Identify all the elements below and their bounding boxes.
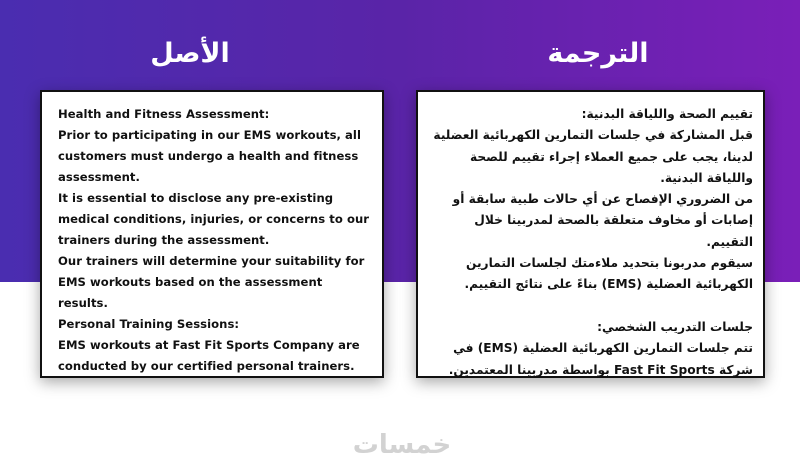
heading-translation: الترجمة xyxy=(547,38,649,69)
original-text: Health and Fitness Assessment: Prior to participating in our EMS workouts, all customers must undergo a health and fitness assessment. It is essential to disclose any pre-existing medical conditions, injuries, or concerns to our trainers during the assessment. Our trainers will determine your suitability for EMS workouts based on the assessment results. Personal Training Sessions: EMS workouts at Fast Fit Sports Company are conducted by our certified personal trainers. xyxy=(58,107,370,373)
original-text-panel xyxy=(40,90,384,378)
translation-text: تقييم الصحة واللياقة البدنية: قبل المشاركة في جلسات التمارين الكهربائية العضلية لدينا، يجب على جميع العملاء إجراء تقييم للصحة واللياقة البدنية. من الضروري الإفصاح عن أي حالات طبية سابقة أو إصابات أو مخاوف متعلقة بالصحة لمدربينا خلال التقييم. سيقوم مدربونا بتحديد ملاءمتك لجلسات التمارين الكهربائية العضلية (EMS) بناءً على نتائج التقييم. جلسات التدريب الشخصي: تتم جلسات التمارين الكهربائية العضلية (EMS) في شركة Fast Fit Sports بواسطة مدربينا المعتمدين. xyxy=(433,107,753,377)
translation-text-panel xyxy=(416,90,765,378)
watermark-logo: خمسات xyxy=(352,430,452,460)
heading-original: الأصل xyxy=(150,38,230,69)
